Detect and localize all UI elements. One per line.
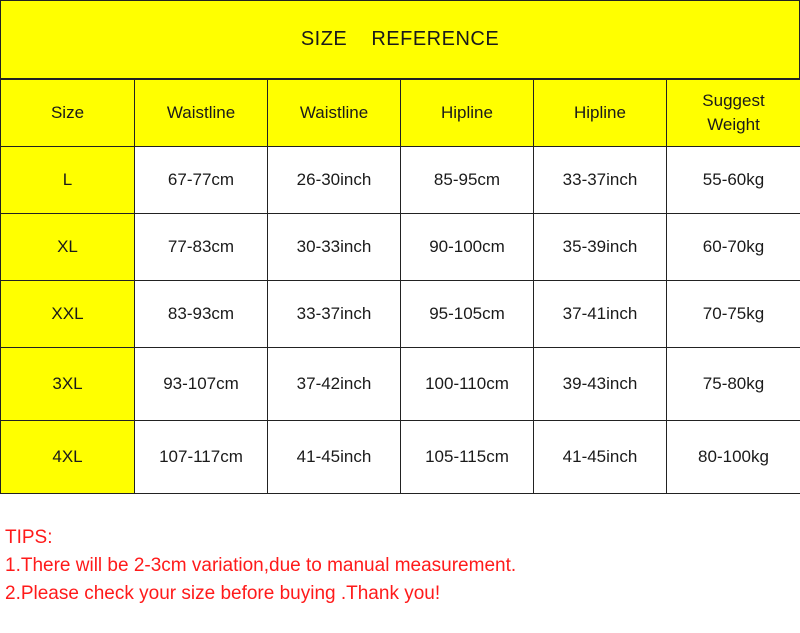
table-cell: 60-70kg (667, 214, 800, 281)
table-cell: 90-100cm (401, 214, 534, 281)
table-cell: 39-43inch (534, 348, 667, 421)
table-cell: 37-42inch (268, 348, 401, 421)
table-row (1, 421, 800, 494)
table-cell: 41-45inch (268, 421, 401, 494)
header-waistline-inch: Waistline (268, 80, 401, 147)
table-cell: 85-95cm (401, 147, 534, 214)
header-hipline-inch: Hipline (534, 80, 667, 147)
tips-line-2: 2.Please check your size before buying .Thank you! (5, 583, 441, 604)
table-cell: 33-37inch (268, 281, 401, 348)
size-cell: 4XL (1, 421, 135, 494)
table-header-row (1, 80, 800, 147)
tips-line-1: 1.There will be 2-3cm variation,due to manual measurement. (5, 555, 517, 576)
tips-heading: TIPS: (5, 527, 53, 548)
table-cell: 105-115cm (401, 421, 534, 494)
table-cell: 95-105cm (401, 281, 534, 348)
table-cell: 37-41inch (534, 281, 667, 348)
header-waistline-cm: Waistline (135, 80, 268, 147)
table-cell: 75-80kg (667, 348, 800, 421)
table-cell: 107-117cm (135, 421, 268, 494)
tips-section (5, 524, 516, 608)
table-cell: 100-110cm (401, 348, 534, 421)
table-cell: 93-107cm (135, 348, 268, 421)
table-cell: 55-60kg (667, 147, 800, 214)
size-cell: 3XL (1, 348, 135, 421)
table-row (1, 281, 800, 348)
size-cell: L (1, 147, 135, 214)
table-row (1, 214, 800, 281)
table-cell: 30-33inch (268, 214, 401, 281)
table-cell: 41-45inch (534, 421, 667, 494)
header-suggest-weight: Suggest Weight (667, 80, 800, 147)
page-title: SIZE REFERENCE (300, 28, 500, 50)
table-cell: 70-75kg (667, 281, 800, 348)
header-size: Size (1, 80, 135, 147)
table-cell: 33-37inch (534, 147, 667, 214)
table-cell: 77-83cm (135, 214, 268, 281)
title-bar (0, 0, 800, 79)
size-cell: XL (1, 214, 135, 281)
table-row (1, 348, 800, 421)
table-cell: 35-39inch (534, 214, 667, 281)
table-cell: 80-100kg (667, 421, 800, 494)
header-hipline-cm: Hipline (401, 80, 534, 147)
size-cell: XXL (1, 281, 135, 348)
table-cell: 26-30inch (268, 147, 401, 214)
size-table (0, 79, 800, 494)
table-cell: 83-93cm (135, 281, 268, 348)
table-cell: 67-77cm (135, 147, 268, 214)
table-row (1, 147, 800, 214)
